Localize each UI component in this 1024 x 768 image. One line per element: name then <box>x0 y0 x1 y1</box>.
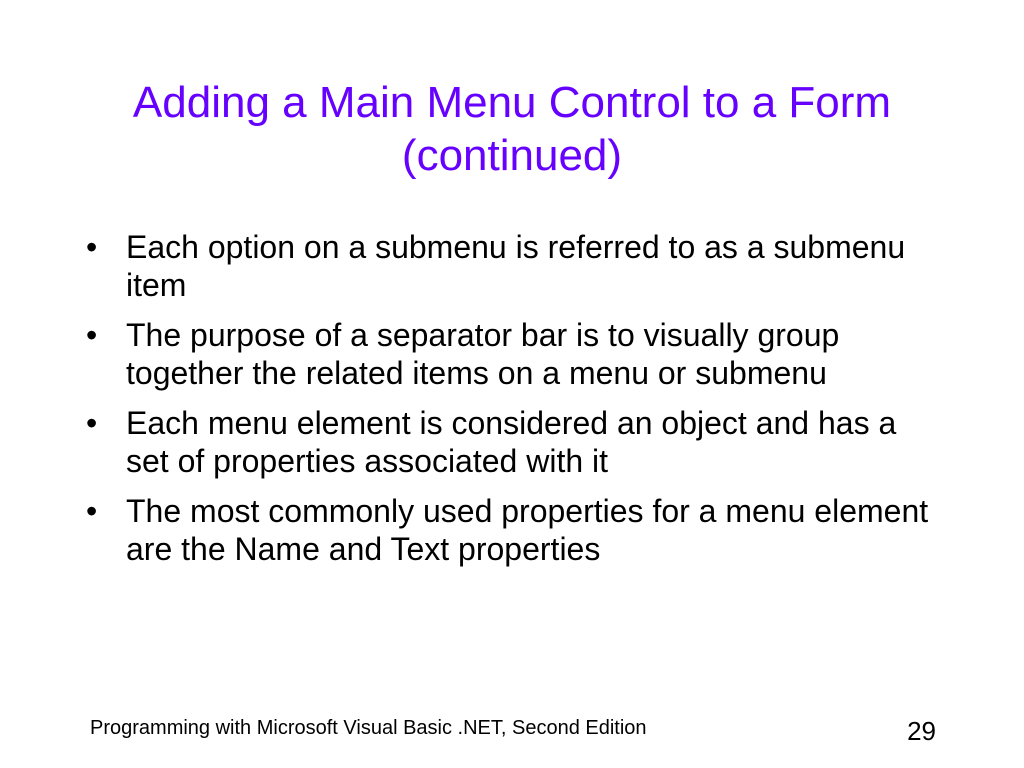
bullet-text: The purpose of a separator bar is to visually group together the related items on a menu or submenu <box>126 317 840 391</box>
bullet-item <box>80 404 944 480</box>
slide-title: Adding a Main Menu Control to a Form (continued) <box>132 78 892 180</box>
bullet-marker: • <box>86 229 98 265</box>
bullet-text: Each option on a submenu is referred to as a submenu item <box>126 229 906 303</box>
bullet-item <box>80 316 944 392</box>
bullet-item <box>80 228 944 304</box>
bullet-marker: • <box>86 317 98 353</box>
bullet-text: Each menu element is considered an object and has a set of properties associated with it <box>126 405 897 479</box>
bullet-list <box>80 228 944 580</box>
page-number: 29 <box>907 716 936 746</box>
bullet-marker: • <box>86 493 98 529</box>
bullet-text: The most commonly used properties for a menu element are the Name and Text properties <box>126 493 929 567</box>
bullet-item <box>80 492 944 568</box>
bullet-marker: • <box>86 405 98 441</box>
footer-text: Programming with Microsoft Visual Basic .NET, Second Edition <box>90 717 647 739</box>
